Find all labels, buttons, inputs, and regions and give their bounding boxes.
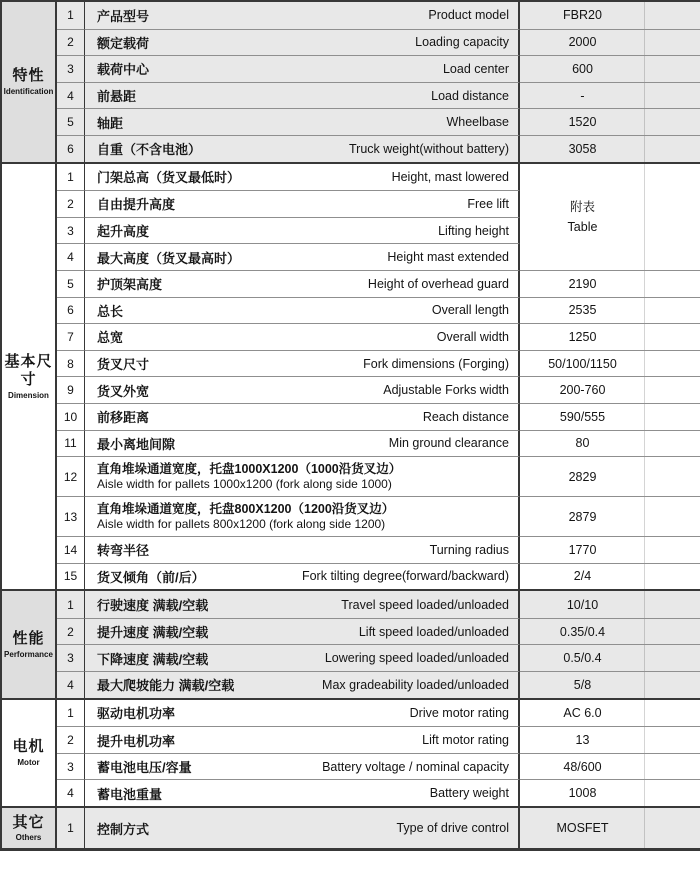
spec-name-zh: 门架总高（货叉最低时） bbox=[97, 170, 241, 186]
spec-value: AC 6.0 bbox=[520, 700, 700, 727]
row-number: 6 bbox=[57, 135, 85, 162]
row-number: 1 bbox=[57, 808, 85, 848]
table-row bbox=[57, 618, 700, 645]
spec-value: 50/100/1150 bbox=[520, 350, 700, 377]
row-number: 2 bbox=[57, 726, 85, 753]
table-row bbox=[57, 270, 700, 297]
spec-name-en: Height, mast lowered bbox=[391, 169, 509, 184]
section-name-en: Identification bbox=[3, 87, 54, 97]
row-number: 1 bbox=[57, 591, 85, 618]
spec-value: 0.5/0.4 bbox=[520, 644, 700, 671]
spec-value: 13 bbox=[520, 726, 700, 753]
spec-description bbox=[85, 753, 520, 780]
table-row bbox=[57, 496, 700, 536]
section-name-zh: 其它 bbox=[12, 813, 45, 831]
row-number: 4 bbox=[57, 779, 85, 806]
section-name-en: Dimension bbox=[8, 391, 49, 401]
spec-name-zh: 蓄电池电压/容量 bbox=[97, 760, 192, 776]
table-row bbox=[57, 700, 700, 727]
row-number: 5 bbox=[57, 108, 85, 135]
spec-name-zh: 前悬距 bbox=[97, 89, 137, 105]
row-number: 3 bbox=[57, 753, 85, 780]
section-label bbox=[2, 808, 57, 848]
section-name-zh: 特性 bbox=[12, 67, 45, 85]
spec-name-en: Travel speed loaded/unloaded bbox=[341, 597, 509, 612]
section-dimension bbox=[2, 162, 700, 590]
table-row bbox=[57, 808, 700, 848]
spec-description bbox=[85, 496, 520, 536]
spec-description bbox=[85, 350, 520, 377]
spec-value: 1250 bbox=[520, 323, 700, 350]
row-number: 13 bbox=[57, 496, 85, 536]
table-row bbox=[57, 536, 700, 563]
spec-name-zh: 总宽 bbox=[97, 330, 124, 346]
spec-name-en: Fork tilting degree(forward/backward) bbox=[301, 569, 509, 584]
spec-description bbox=[85, 430, 520, 457]
table-row bbox=[57, 403, 700, 430]
spec-name-en: Height of overhead guard bbox=[367, 276, 509, 291]
section-name-en: Others bbox=[15, 833, 42, 843]
row-number: 3 bbox=[57, 55, 85, 82]
spec-name-zh: 行驶速度 满载/空载 bbox=[97, 598, 209, 614]
spec-name-en: Product model bbox=[428, 8, 509, 23]
spec-value: 2879 bbox=[520, 496, 700, 536]
spec-name-zh: 额定载荷 bbox=[97, 35, 150, 51]
row-number: 5 bbox=[57, 270, 85, 297]
spec-name-zh: 最大爬坡能力 满载/空载 bbox=[97, 678, 235, 694]
spec-name-zh: 货叉尺寸 bbox=[97, 357, 150, 373]
table-row bbox=[57, 55, 700, 82]
section-name-zh: 基本尺寸 bbox=[4, 352, 53, 389]
spec-name-zh: 总长 bbox=[97, 303, 124, 319]
spec-description bbox=[85, 726, 520, 753]
spec-name-zh: 提升速度 满载/空载 bbox=[97, 625, 209, 641]
spec-name-en: Aisle width for pallets 1000x1200 (fork along side 1000) bbox=[97, 476, 392, 491]
spec-description bbox=[85, 456, 520, 496]
spec-name-zh: 蓄电池重量 bbox=[97, 786, 163, 802]
spec-value bbox=[520, 164, 700, 191]
table-row bbox=[57, 164, 700, 191]
row-number: 9 bbox=[57, 376, 85, 403]
row-number: 6 bbox=[57, 297, 85, 324]
section-name-en: Performance bbox=[4, 649, 53, 659]
spec-description bbox=[85, 217, 520, 244]
table-row bbox=[57, 135, 700, 162]
section-name-en: Motor bbox=[17, 758, 40, 768]
spec-value: 5/8 bbox=[520, 671, 700, 698]
spec-name-zh: 驱动电机功率 bbox=[97, 706, 176, 722]
table-row bbox=[57, 323, 700, 350]
spec-name-en: Overall length bbox=[431, 303, 509, 318]
spec-name-en: Battery weight bbox=[429, 786, 509, 801]
spec-name-en: Loading capacity bbox=[415, 35, 509, 50]
table-row bbox=[57, 726, 700, 753]
spec-description bbox=[85, 403, 520, 430]
spec-description bbox=[85, 2, 520, 29]
table-row bbox=[57, 563, 700, 590]
table-row bbox=[57, 82, 700, 109]
spec-name-zh: 控制方式 bbox=[97, 821, 150, 837]
spec-value: 2190 bbox=[520, 270, 700, 297]
spec-description bbox=[85, 190, 520, 217]
spec-value: 0.35/0.4 bbox=[520, 618, 700, 645]
spec-value: 1008 bbox=[520, 779, 700, 806]
spec-description bbox=[85, 55, 520, 82]
spec-name-zh: 最大高度（货叉最高时） bbox=[97, 250, 241, 266]
spec-name-zh: 直角堆垛通道宽度，托盘800X1200（1200沿货叉边） bbox=[97, 501, 395, 516]
row-number: 3 bbox=[57, 644, 85, 671]
spec-value: 2829 bbox=[520, 456, 700, 496]
spec-description bbox=[85, 164, 520, 191]
row-number: 2 bbox=[57, 29, 85, 56]
row-number: 2 bbox=[57, 190, 85, 217]
row-number: 4 bbox=[57, 82, 85, 109]
section-name-zh: 电机 bbox=[12, 738, 45, 756]
spec-name-en: Truck weight(without battery) bbox=[348, 141, 509, 156]
spec-name-zh: 自重（不含电池） bbox=[97, 142, 202, 158]
row-number: 15 bbox=[57, 563, 85, 590]
section-rows bbox=[57, 808, 700, 848]
table-row bbox=[57, 217, 700, 244]
spec-name-zh: 最小离地间隙 bbox=[97, 436, 176, 452]
table-row bbox=[57, 456, 700, 496]
table-row bbox=[57, 671, 700, 698]
spec-value: 590/555 bbox=[520, 403, 700, 430]
table-row bbox=[57, 376, 700, 403]
spec-description bbox=[85, 591, 520, 618]
spec-name-en: Load center bbox=[442, 61, 509, 76]
row-number: 1 bbox=[57, 2, 85, 29]
table-row bbox=[57, 108, 700, 135]
row-number: 12 bbox=[57, 456, 85, 496]
spec-description bbox=[85, 808, 520, 848]
section-rows bbox=[57, 2, 700, 162]
row-number: 10 bbox=[57, 403, 85, 430]
spec-name-en: Fork dimensions (Forging) bbox=[363, 356, 509, 371]
table-row bbox=[57, 753, 700, 780]
table-row bbox=[57, 350, 700, 377]
spec-description bbox=[85, 29, 520, 56]
row-number: 11 bbox=[57, 430, 85, 457]
row-number: 4 bbox=[57, 671, 85, 698]
section-motor bbox=[2, 698, 700, 806]
table-row bbox=[57, 644, 700, 671]
spec-name-zh: 直角堆垛通道宽度，托盘1000X1200（1000沿货叉边） bbox=[97, 461, 402, 476]
spec-value: 80 bbox=[520, 430, 700, 457]
spec-value: 10/10 bbox=[520, 591, 700, 618]
row-number: 1 bbox=[57, 700, 85, 727]
spec-name-zh: 提升电机功率 bbox=[97, 733, 176, 749]
spec-name-zh: 载荷中心 bbox=[97, 62, 150, 78]
spec-name-zh: 前移距离 bbox=[97, 410, 150, 426]
spec-name-en: Battery voltage / nominal capacity bbox=[322, 759, 509, 774]
spec-value bbox=[520, 217, 700, 244]
spec-value bbox=[520, 190, 700, 217]
merged-value-zh: 附表 bbox=[569, 199, 595, 214]
spec-value: 1770 bbox=[520, 536, 700, 563]
section-rows bbox=[57, 164, 700, 590]
row-number: 1 bbox=[57, 164, 85, 191]
spec-name-zh: 货叉倾角（前/后） bbox=[97, 569, 205, 585]
row-number: 2 bbox=[57, 618, 85, 645]
section-performance bbox=[2, 589, 700, 697]
merged-value-en: Table bbox=[567, 219, 598, 234]
spec-name-zh: 护顶架高度 bbox=[97, 277, 163, 293]
spec-value: FBR20 bbox=[520, 2, 700, 29]
section-label bbox=[2, 164, 57, 590]
spec-description bbox=[85, 536, 520, 563]
spec-value bbox=[520, 243, 700, 270]
table-row bbox=[57, 190, 700, 217]
spec-name-en: Lift speed loaded/unloaded bbox=[358, 624, 509, 639]
spec-description bbox=[85, 671, 520, 698]
section-rows bbox=[57, 700, 700, 806]
section-identification bbox=[2, 2, 700, 162]
spec-description bbox=[85, 108, 520, 135]
spec-name-en: Overall width bbox=[436, 329, 509, 344]
table-row bbox=[57, 2, 700, 29]
section-rows bbox=[57, 591, 700, 697]
spec-description bbox=[85, 270, 520, 297]
spec-value: 600 bbox=[520, 55, 700, 82]
spec-value: 2/4 bbox=[520, 563, 700, 590]
spec-name-en: Type of drive control bbox=[396, 821, 509, 836]
section-label bbox=[2, 700, 57, 806]
spec-name-en: Aisle width for pallets 800x1200 (fork along side 1200) bbox=[97, 516, 386, 531]
spec-name-zh: 转弯半径 bbox=[97, 543, 150, 559]
spec-description bbox=[85, 323, 520, 350]
spec-description bbox=[85, 82, 520, 109]
spec-name-zh: 起升高度 bbox=[97, 224, 150, 240]
spec-name-en: Adjustable Forks width bbox=[383, 383, 509, 398]
spec-description bbox=[85, 135, 520, 162]
table-row bbox=[57, 29, 700, 56]
row-number: 7 bbox=[57, 323, 85, 350]
spec-name-en: Turning radius bbox=[429, 542, 509, 557]
spec-description bbox=[85, 297, 520, 324]
spec-name-zh: 自由提升高度 bbox=[97, 197, 176, 213]
row-number: 8 bbox=[57, 350, 85, 377]
table-row bbox=[57, 591, 700, 618]
row-number: 4 bbox=[57, 243, 85, 270]
spec-name-en: Free lift bbox=[467, 196, 509, 211]
spec-description bbox=[85, 779, 520, 806]
row-number: 3 bbox=[57, 217, 85, 244]
spec-value: MOSFET bbox=[520, 808, 700, 848]
spec-name-en: Min ground clearance bbox=[388, 436, 509, 451]
section-label bbox=[2, 2, 57, 162]
spec-value: 48/600 bbox=[520, 753, 700, 780]
spec-name-en: Lowering speed loaded/unloaded bbox=[324, 651, 509, 666]
section-others bbox=[2, 806, 700, 848]
spec-name-zh: 下降速度 满载/空载 bbox=[97, 651, 209, 667]
spec-description bbox=[85, 644, 520, 671]
spec-name-en: Lifting height bbox=[438, 223, 509, 238]
spec-name-en: Drive motor rating bbox=[409, 705, 509, 720]
spec-value: 2535 bbox=[520, 297, 700, 324]
spec-description bbox=[85, 563, 520, 590]
spec-name-en: Reach distance bbox=[422, 409, 509, 424]
spec-description bbox=[85, 700, 520, 727]
spec-name-en: Wheelbase bbox=[446, 115, 509, 130]
table-row bbox=[57, 297, 700, 324]
spec-name-en: Load distance bbox=[431, 88, 509, 103]
spec-name-zh: 产品型号 bbox=[97, 8, 150, 24]
spec-description bbox=[85, 618, 520, 645]
section-label bbox=[2, 591, 57, 697]
spec-description bbox=[85, 243, 520, 270]
spec-value: 3058 bbox=[520, 135, 700, 162]
spec-name-en: Lift motor rating bbox=[422, 733, 509, 748]
spec-value: - bbox=[520, 82, 700, 109]
table-row bbox=[57, 779, 700, 806]
spec-value: 2000 bbox=[520, 29, 700, 56]
spec-name-zh: 货叉外宽 bbox=[97, 383, 150, 399]
section-name-zh: 性能 bbox=[12, 630, 45, 648]
table-row bbox=[57, 430, 700, 457]
row-number: 14 bbox=[57, 536, 85, 563]
spec-description bbox=[85, 376, 520, 403]
spec-name-en: Height mast extended bbox=[387, 250, 509, 265]
spec-value: 200-760 bbox=[520, 376, 700, 403]
table-row bbox=[57, 243, 700, 270]
spec-name-zh: 轴距 bbox=[97, 115, 124, 131]
spec-name-en: Max gradeability loaded/unloaded bbox=[322, 677, 509, 692]
spec-value: 1520 bbox=[520, 108, 700, 135]
